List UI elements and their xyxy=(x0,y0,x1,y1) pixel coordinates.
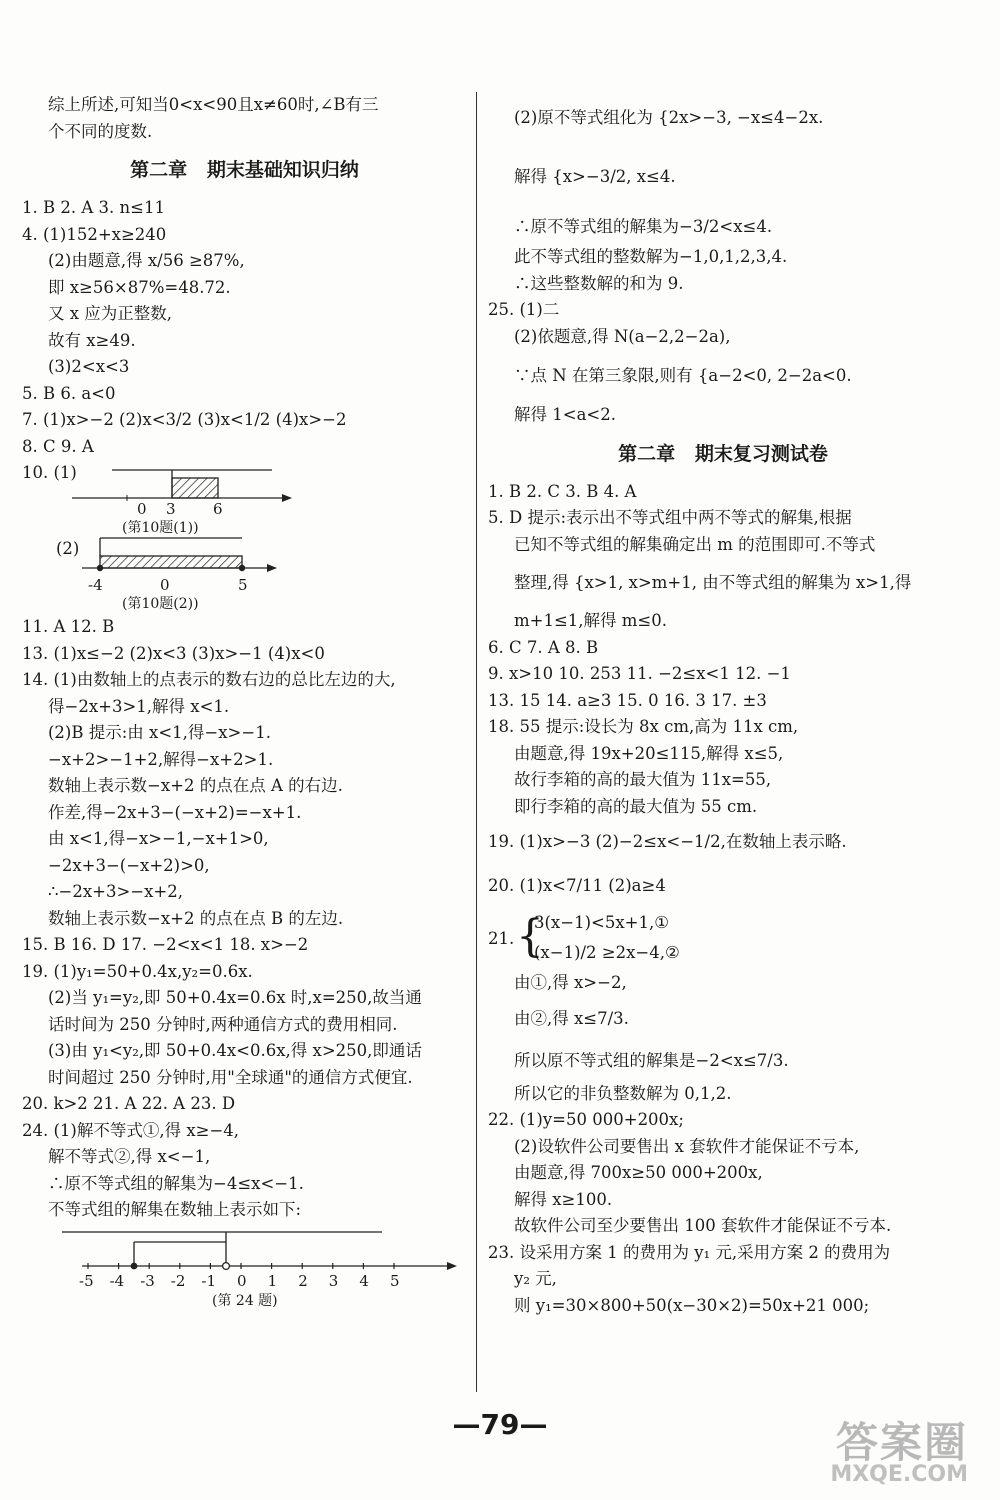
answer-line: 由 x<1,得−x>−1,−x+1>0, xyxy=(48,829,269,848)
answer-line: 故软件公司至少要售出 100 套软件才能保证不亏本. xyxy=(514,1216,892,1235)
answer-line: −x+2>−1+2,解得−x+2>1. xyxy=(48,749,274,769)
answer-line: 18. 55 提示:设长为 8x cm,高为 11x cm, xyxy=(488,717,799,736)
answer-line: 4. (1)152+x≥240 xyxy=(22,224,167,244)
right-column xyxy=(488,92,958,1319)
column-divider xyxy=(476,92,477,1392)
answer-line: 解得 x≥100. xyxy=(514,1189,613,1209)
figure-caption: (第 24 题) xyxy=(212,1292,278,1309)
watermark-logo: 答案圈 xyxy=(835,1418,968,1467)
tick-label: -3 xyxy=(140,1271,155,1290)
tick-label: 5 xyxy=(238,576,248,594)
tick-label: -4 xyxy=(88,576,103,594)
tick-label: 0 xyxy=(160,576,170,594)
answer-line: (3)由 y₁<y₂,即 50+0.4x<0.6x,得 x>250,即通话 xyxy=(48,1041,422,1060)
answer-line: 6. C 7. A 8. B xyxy=(488,637,599,657)
tick-label: -4 xyxy=(109,1271,125,1290)
inequality-2: (x−1)/2 ≥2x−4,② xyxy=(534,943,680,962)
answer-line: 解得 {x>−3/2, x≤4. xyxy=(514,167,676,186)
answer-line: 19. (1)y₁=50+0.4x,y₂=0.6x. xyxy=(22,961,253,981)
tick-label: 0 xyxy=(237,1271,247,1290)
text-line: 个不同的度数. xyxy=(48,121,153,141)
answer-line: 解不等式②,得 x<−1, xyxy=(48,1147,211,1166)
answer-line: 11. A 12. B xyxy=(22,617,115,636)
answer-line: ∴原不等式组的解集为−3/2<x≤4. xyxy=(514,217,773,236)
watermark-url: MXQE.COM xyxy=(830,1462,968,1487)
number-line-10-1 xyxy=(72,460,332,514)
answer-line: 已知不等式组的解集确定出 m 的范围即可.不等式 xyxy=(514,534,876,554)
tick-label: 3 xyxy=(328,1271,339,1290)
answer-line: 作差,得−2x+3−(−x+2)=−x+1. xyxy=(48,802,302,822)
answer-line: y₂ 元, xyxy=(514,1269,557,1288)
answer-line: 1. B 2. A 3. n≤11 xyxy=(22,198,165,217)
answer-line: 解得 1<a<2. xyxy=(514,405,616,424)
tick-label: -1 xyxy=(201,1271,217,1290)
answer-line: (2)原不等式组化为 {2x>−3, −x≤4−2x. xyxy=(514,108,824,127)
answer-line: 7. (1)x>−2 (2)x<3/2 (3)x<1/2 (4)x>−2 xyxy=(22,410,347,429)
tick-label: 4 xyxy=(359,1271,369,1290)
answer-line: 23. 设采用方案 1 的费用为 y₁ 元,采用方案 2 的费用为 xyxy=(488,1242,891,1262)
answer-line: 所以它的非负整数解为 0,1,2. xyxy=(514,1083,732,1103)
answer-line: 又 x 应为正整数, xyxy=(48,304,173,323)
number-line-10-2 xyxy=(82,534,342,590)
number-line-figure-10-2 xyxy=(22,534,467,614)
question-number: 21. xyxy=(488,929,515,948)
tick-label: -5 xyxy=(79,1271,94,1290)
answer-line: 不等式组的解集在数轴上表示如下: xyxy=(48,1200,302,1219)
answer-line: 由题意,得 19x+20≤115,解得 x≤5, xyxy=(514,743,784,763)
answer-line: 由②,得 x≤7/3. xyxy=(514,1008,629,1028)
inequality-1: 3(x−1)<5x+1,① xyxy=(534,913,669,932)
answer-line: ∴这些整数解的和为 9. xyxy=(514,273,684,293)
answer-line: 24. (1)解不等式①,得 x≥−4, xyxy=(22,1120,240,1140)
answer-line: 话时间为 250 分钟时,两种通信方式的费用相同. xyxy=(48,1014,398,1034)
answer-line: 1. B 2. C 3. B 4. A xyxy=(488,481,637,501)
answer-line: 数轴上表示数−x+2 的点在点 A 的右边. xyxy=(48,776,343,795)
tick-label: 2 xyxy=(298,1271,308,1290)
answer-line: m+1≤1,解得 m≤0. xyxy=(514,611,667,630)
answer-line: 20. k>2 21. A 22. A 23. D xyxy=(22,1094,236,1113)
tick-labels xyxy=(22,1268,462,1288)
tick-label: -2 xyxy=(170,1271,186,1290)
tick-label: 5 xyxy=(390,1271,400,1290)
number-line-figure-24 xyxy=(22,1224,467,1309)
answer-line: 则 y₁=30×800+50(x−30×2)=50x+21 000; xyxy=(514,1295,870,1315)
answer-line: 由①,得 x>−2, xyxy=(514,973,627,992)
tick-label: 1 xyxy=(267,1271,278,1290)
answer-line: 所以原不等式组的解集是−2<x≤7/3. xyxy=(514,1050,789,1070)
answer-line: (2)B 提示:由 x<1,得−x>−1. xyxy=(48,723,271,742)
answer-line: 故有 x≥49. xyxy=(48,330,136,350)
answer-line: (2)依题意,得 N(a−2,2−2a), xyxy=(514,326,731,346)
answer-line: 9. x>10 10. 253 11. −2≤x<1 12. −1 xyxy=(488,664,791,683)
brace: { xyxy=(516,911,544,962)
answer-line: 5. B 6. a<0 xyxy=(22,383,116,403)
figure-caption: (第10题(1)) xyxy=(122,520,199,536)
answer-line: 即 x≥56×87%=48.72. xyxy=(48,277,231,297)
answer-line: (2)当 y₁=y₂,即 50+0.4x=0.6x 时,x=250,故当通 xyxy=(48,988,422,1007)
inequality-system-21 xyxy=(488,908,958,970)
answer-line: 20. (1)x<7/11 (2)a≥4 xyxy=(488,876,666,895)
answer-line: 22. (1)y=50 000+200x; xyxy=(488,1110,684,1129)
section-heading: 第二章 期末复习测试卷 xyxy=(618,442,828,465)
figure-caption: (第10题(2)) xyxy=(122,596,199,612)
answer-line: 8. C 9. A xyxy=(22,436,94,456)
answer-line: 14. (1)由数轴上的点表示的数右边的总比左边的大, xyxy=(22,670,396,689)
answer-line: (3)2<x<3 xyxy=(48,357,130,376)
answer-line: 数轴上表示数−x+2 的点在点 B 的左边. xyxy=(48,908,344,928)
section-heading: 第二章 期末基础知识归纳 xyxy=(130,159,359,181)
text-line: 综上所述,可知当0<x<90且x≠60时,∠B有三 xyxy=(48,95,379,114)
tick-label: 3 xyxy=(166,500,176,518)
answer-line: (2)设软件公司要售出 x 套软件才能保证不亏本, xyxy=(514,1136,860,1156)
tick-label: 6 xyxy=(213,500,223,518)
answer-line: ∴原不等式组的解集为−4≤x<−1. xyxy=(48,1173,304,1193)
answer-line: ∵点 N 在第三象限,则有 {a−2<0, 2−2a<0. xyxy=(514,366,852,385)
answer-line: 13. (1)x≤−2 (2)x<3 (3)x>−1 (4)x<0 xyxy=(22,643,325,663)
tick-label: 0 xyxy=(137,500,147,518)
answer-line: 故行李箱的高的最大值为 11x=55, xyxy=(514,770,772,789)
number-line-figure-10-1 xyxy=(22,460,467,536)
answer-line: 由题意,得 700x≥50 000+200x, xyxy=(514,1163,763,1182)
watermark xyxy=(748,1410,978,1492)
answer-line: 时间超过 250 分钟时,用"全球通"的通信方式便宜. xyxy=(48,1067,413,1087)
answer-line: 15. B 16. D 17. −2<x<1 18. x>−2 xyxy=(22,935,309,954)
page-number: —79— xyxy=(452,1408,548,1441)
answer-line: 整理,得 {x>1, x>m+1, 由不等式组的解集为 x>1,得 xyxy=(514,573,912,592)
answer-line: ∴−2x+3>−x+2, xyxy=(48,882,183,901)
fig-label: (2) xyxy=(56,539,80,558)
answer-line: 即行李箱的高的最大值为 55 cm. xyxy=(514,796,758,816)
answer-line: 5. D 提示:表示出不等式组中两不等式的解集,根据 xyxy=(488,508,852,527)
left-column xyxy=(22,92,467,1309)
answer-line: 13. 15 14. a≥3 15. 0 16. 3 17. ±3 xyxy=(488,690,767,710)
answer-line: 得−2x+3>1,解得 x<1. xyxy=(48,696,230,716)
answer-line: 19. (1)x>−3 (2)−2≤x<−1/2,在数轴上表示略. xyxy=(488,832,847,851)
answer-line: (2)由题意,得 x/56 ≥87%, xyxy=(48,251,245,270)
answer-line: 此不等式组的整数解为−1,0,1,2,3,4. xyxy=(514,247,788,266)
answer-line: 25. (1)二 xyxy=(488,300,560,319)
fig-label: 10. (1) xyxy=(22,463,77,482)
answer-line: −2x+3−(−x+2)>0, xyxy=(48,855,210,875)
